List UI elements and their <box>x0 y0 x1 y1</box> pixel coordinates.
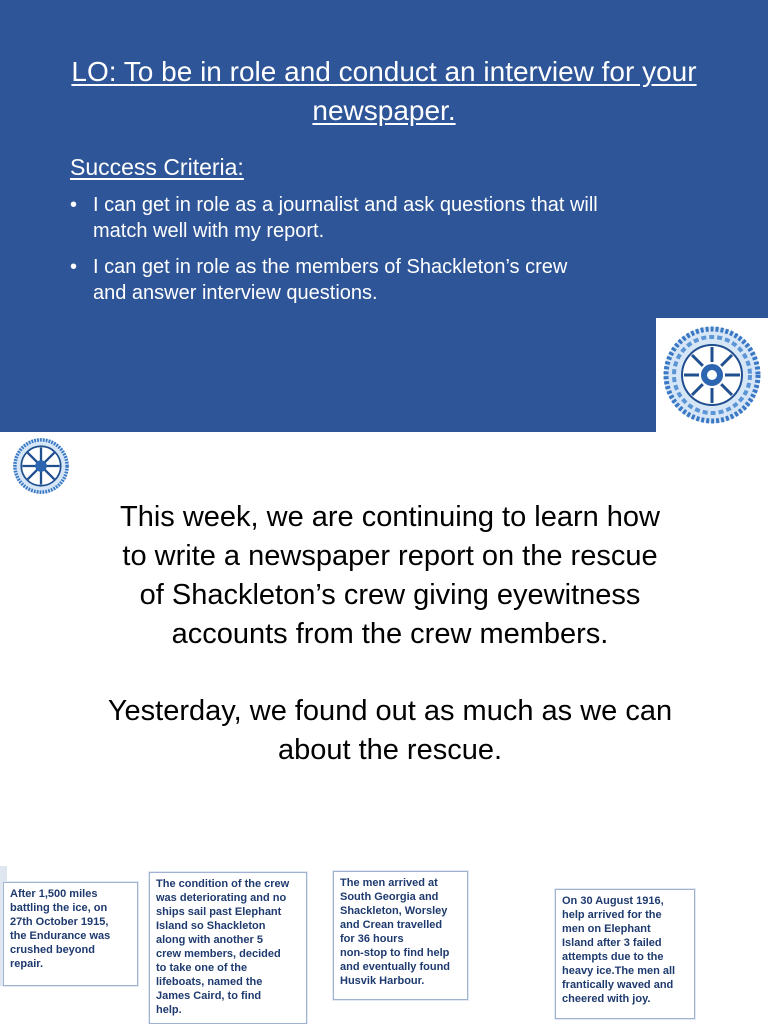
slide-learning-objective <box>0 0 768 432</box>
intro-paragraph: Yesterday, we found out as much as we can about the rescue. <box>107 695 673 766</box>
learning-objective: LO: To be in role and conduct an interview for your newspaper. <box>71 56 697 126</box>
bullet-icon: • <box>70 194 78 216</box>
lesson-intro <box>40 498 740 808</box>
success-criteria-title: Success Criteria: <box>70 154 244 180</box>
fact-card: The men arrived at South Georgia and Shackleton, Worsley and Crean travelled for 36 hours non-stop to find help and eventually found Husvik Harbour. <box>333 871 468 1000</box>
school-emblem-icon <box>12 437 70 495</box>
school-emblem-icon <box>662 325 762 425</box>
intro-paragraph: This week, we are continuing to learn how to write a newspaper report on the rescue of Shackleton’s crew giving eyewitness accounts from the crew members. <box>119 501 660 650</box>
fact-card: After 1,500 miles battling the ice, on 27th October 1915, the Endurance was crushed beyond repair. <box>3 882 138 986</box>
success-criteria-list <box>70 192 710 316</box>
school-logo <box>656 318 768 432</box>
fact-card: On 30 August 1916, help arrived for the men on Elephant Island after 3 failed attempts due to the heavy ice.The men all frantically waved and cheered with joy. <box>555 889 695 1019</box>
fact-card: The condition of the crew was deteriorating and no ships sail past Elephant Island so Shackleton along with another 5 crew members, decided to take one of the lifeboats, named the James Caird, to find help. <box>149 872 307 1024</box>
criteria-item: • I can get in role as the members of Shackleton’s crew and answer interview questions. <box>70 256 568 304</box>
criteria-item: • I can get in role as a journalist and ask questions that will match well with my report. <box>70 194 598 242</box>
bullet-icon: • <box>70 256 78 278</box>
